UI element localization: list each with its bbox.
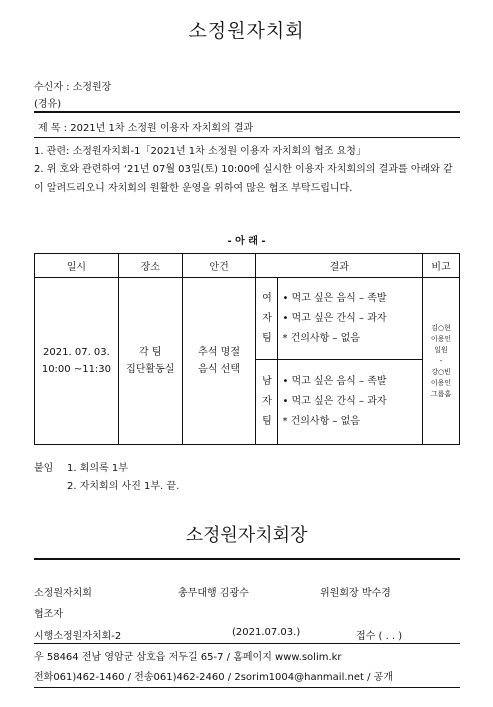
footer-doc-no: 시행소정원자치회-2 <box>34 631 122 642</box>
header-agenda: 안건 <box>182 254 256 278</box>
cell-place <box>118 278 182 445</box>
paragraph-2: 2. 위 호와 관련하여 ‘21년 07월 03일(토) 10:00에 실시한 이용자 자치회의의 결과를 아래와 같이 알려드리오니 자치회의 원활한 운영을 위하여 많은 협조 부탁드립니다. <box>34 164 453 194</box>
cell-team-male <box>256 360 278 445</box>
footer-doc-date: (2021.07.03.) <box>232 627 301 638</box>
divider-top <box>34 111 460 113</box>
remarks-line-2: 이용인 <box>430 334 452 343</box>
footer-title: 소정원자치회장 <box>185 525 308 546</box>
divider-footer <box>34 558 460 560</box>
date-line-1: 2021. 07. 03. <box>43 347 110 358</box>
footer-director: 총무대행 김광수 <box>178 588 249 599</box>
place-line-1: 각 팀 <box>139 347 162 358</box>
place-line-2: 집단활동실 <box>126 364 175 375</box>
remarks-line-1: 김○현 <box>431 323 451 332</box>
team-female-char-3: 팀 <box>262 332 272 344</box>
result-male-snack: • 먹고 싶은 간식 – 과자 <box>282 396 387 407</box>
document-title: 소정원자치회 <box>188 20 305 42</box>
date-line-2: 10:00 ~11:30 <box>41 364 112 375</box>
cell-date <box>35 278 119 445</box>
recipient: 수신자 : 소정원장 <box>34 82 112 93</box>
divider-bottom <box>34 687 460 688</box>
cell-remarks <box>423 278 460 445</box>
footer-org: 소정원자치회 <box>34 588 92 599</box>
header-place: 장소 <box>118 254 182 278</box>
subject: 제 목 : 2021년 1차 소정원 이용자 자치회의 결과 <box>38 123 254 134</box>
remarks-line-6: 이용인 <box>430 378 452 387</box>
via: (경유) <box>34 99 62 110</box>
result-table <box>34 253 460 445</box>
team-male-char-2: 자 <box>262 396 272 407</box>
footer-receipt: 접수 ( . . ) <box>356 631 403 642</box>
footer-contact: 전화061)462-1460 / 전송061)462-2460 / 2sorim1004@hanmail.net / 공개 <box>34 672 393 683</box>
team-male-char-3: 팀 <box>262 416 272 427</box>
result-male-food: • 먹고 싶은 음식 – 족발 <box>282 376 387 387</box>
team-male-char-1: 남 <box>262 376 272 387</box>
result-male-suggestion: * 건의사항 – 없음 <box>282 416 360 427</box>
team-female-char-2: 자 <box>262 312 272 324</box>
remarks-line-7: 그룹홈 <box>430 389 452 398</box>
footer-cooperator: 협조자 <box>34 609 63 620</box>
cell-result-female <box>278 278 423 360</box>
remarks-line-5: 강○빈 <box>431 367 451 376</box>
divider-address <box>34 643 460 644</box>
cell-agenda <box>182 278 256 445</box>
below-label: - 아 래 - <box>227 236 266 247</box>
paragraph-1: 1. 관련: 소정원자치회-1「2021년 1차 소정원 이용자 자치회의 협조 요청」 <box>34 146 366 157</box>
divider-subject <box>34 137 460 138</box>
footer-chair: 위원회장 박수경 <box>320 588 391 599</box>
header-remarks: 비고 <box>423 254 460 278</box>
remarks-line-4: - <box>439 356 443 365</box>
cell-result-male <box>278 360 423 445</box>
footer-address: 우 58464 전남 영암군 삼호읍 저두길 65-7 / 홈페이지 www.solim.kr <box>34 652 342 663</box>
team-female-char-1: 여 <box>262 292 272 304</box>
agenda-line-2: 음식 선택 <box>198 364 240 375</box>
cell-team-female <box>256 278 278 360</box>
table-row <box>35 278 460 360</box>
attachment-item-1: 1. 회의록 1부 <box>67 463 128 474</box>
header-date: 일시 <box>35 254 119 278</box>
attachments-label: 붙임 <box>34 463 54 474</box>
result-female-snack: • 먹고 싶은 간식 – 과자 <box>282 312 387 324</box>
attachment-item-2: 2. 자치회의 사진 1부. 끝. <box>67 481 180 492</box>
agenda-line-1: 추석 명절 <box>198 347 240 358</box>
remarks-line-3: 일원 <box>434 345 448 354</box>
table-header-row <box>35 254 460 278</box>
header-result: 결과 <box>256 254 423 278</box>
result-female-suggestion: * 건의사항 – 없음 <box>282 332 360 344</box>
result-female-food: • 먹고 싶은 음식 – 족발 <box>282 292 387 304</box>
